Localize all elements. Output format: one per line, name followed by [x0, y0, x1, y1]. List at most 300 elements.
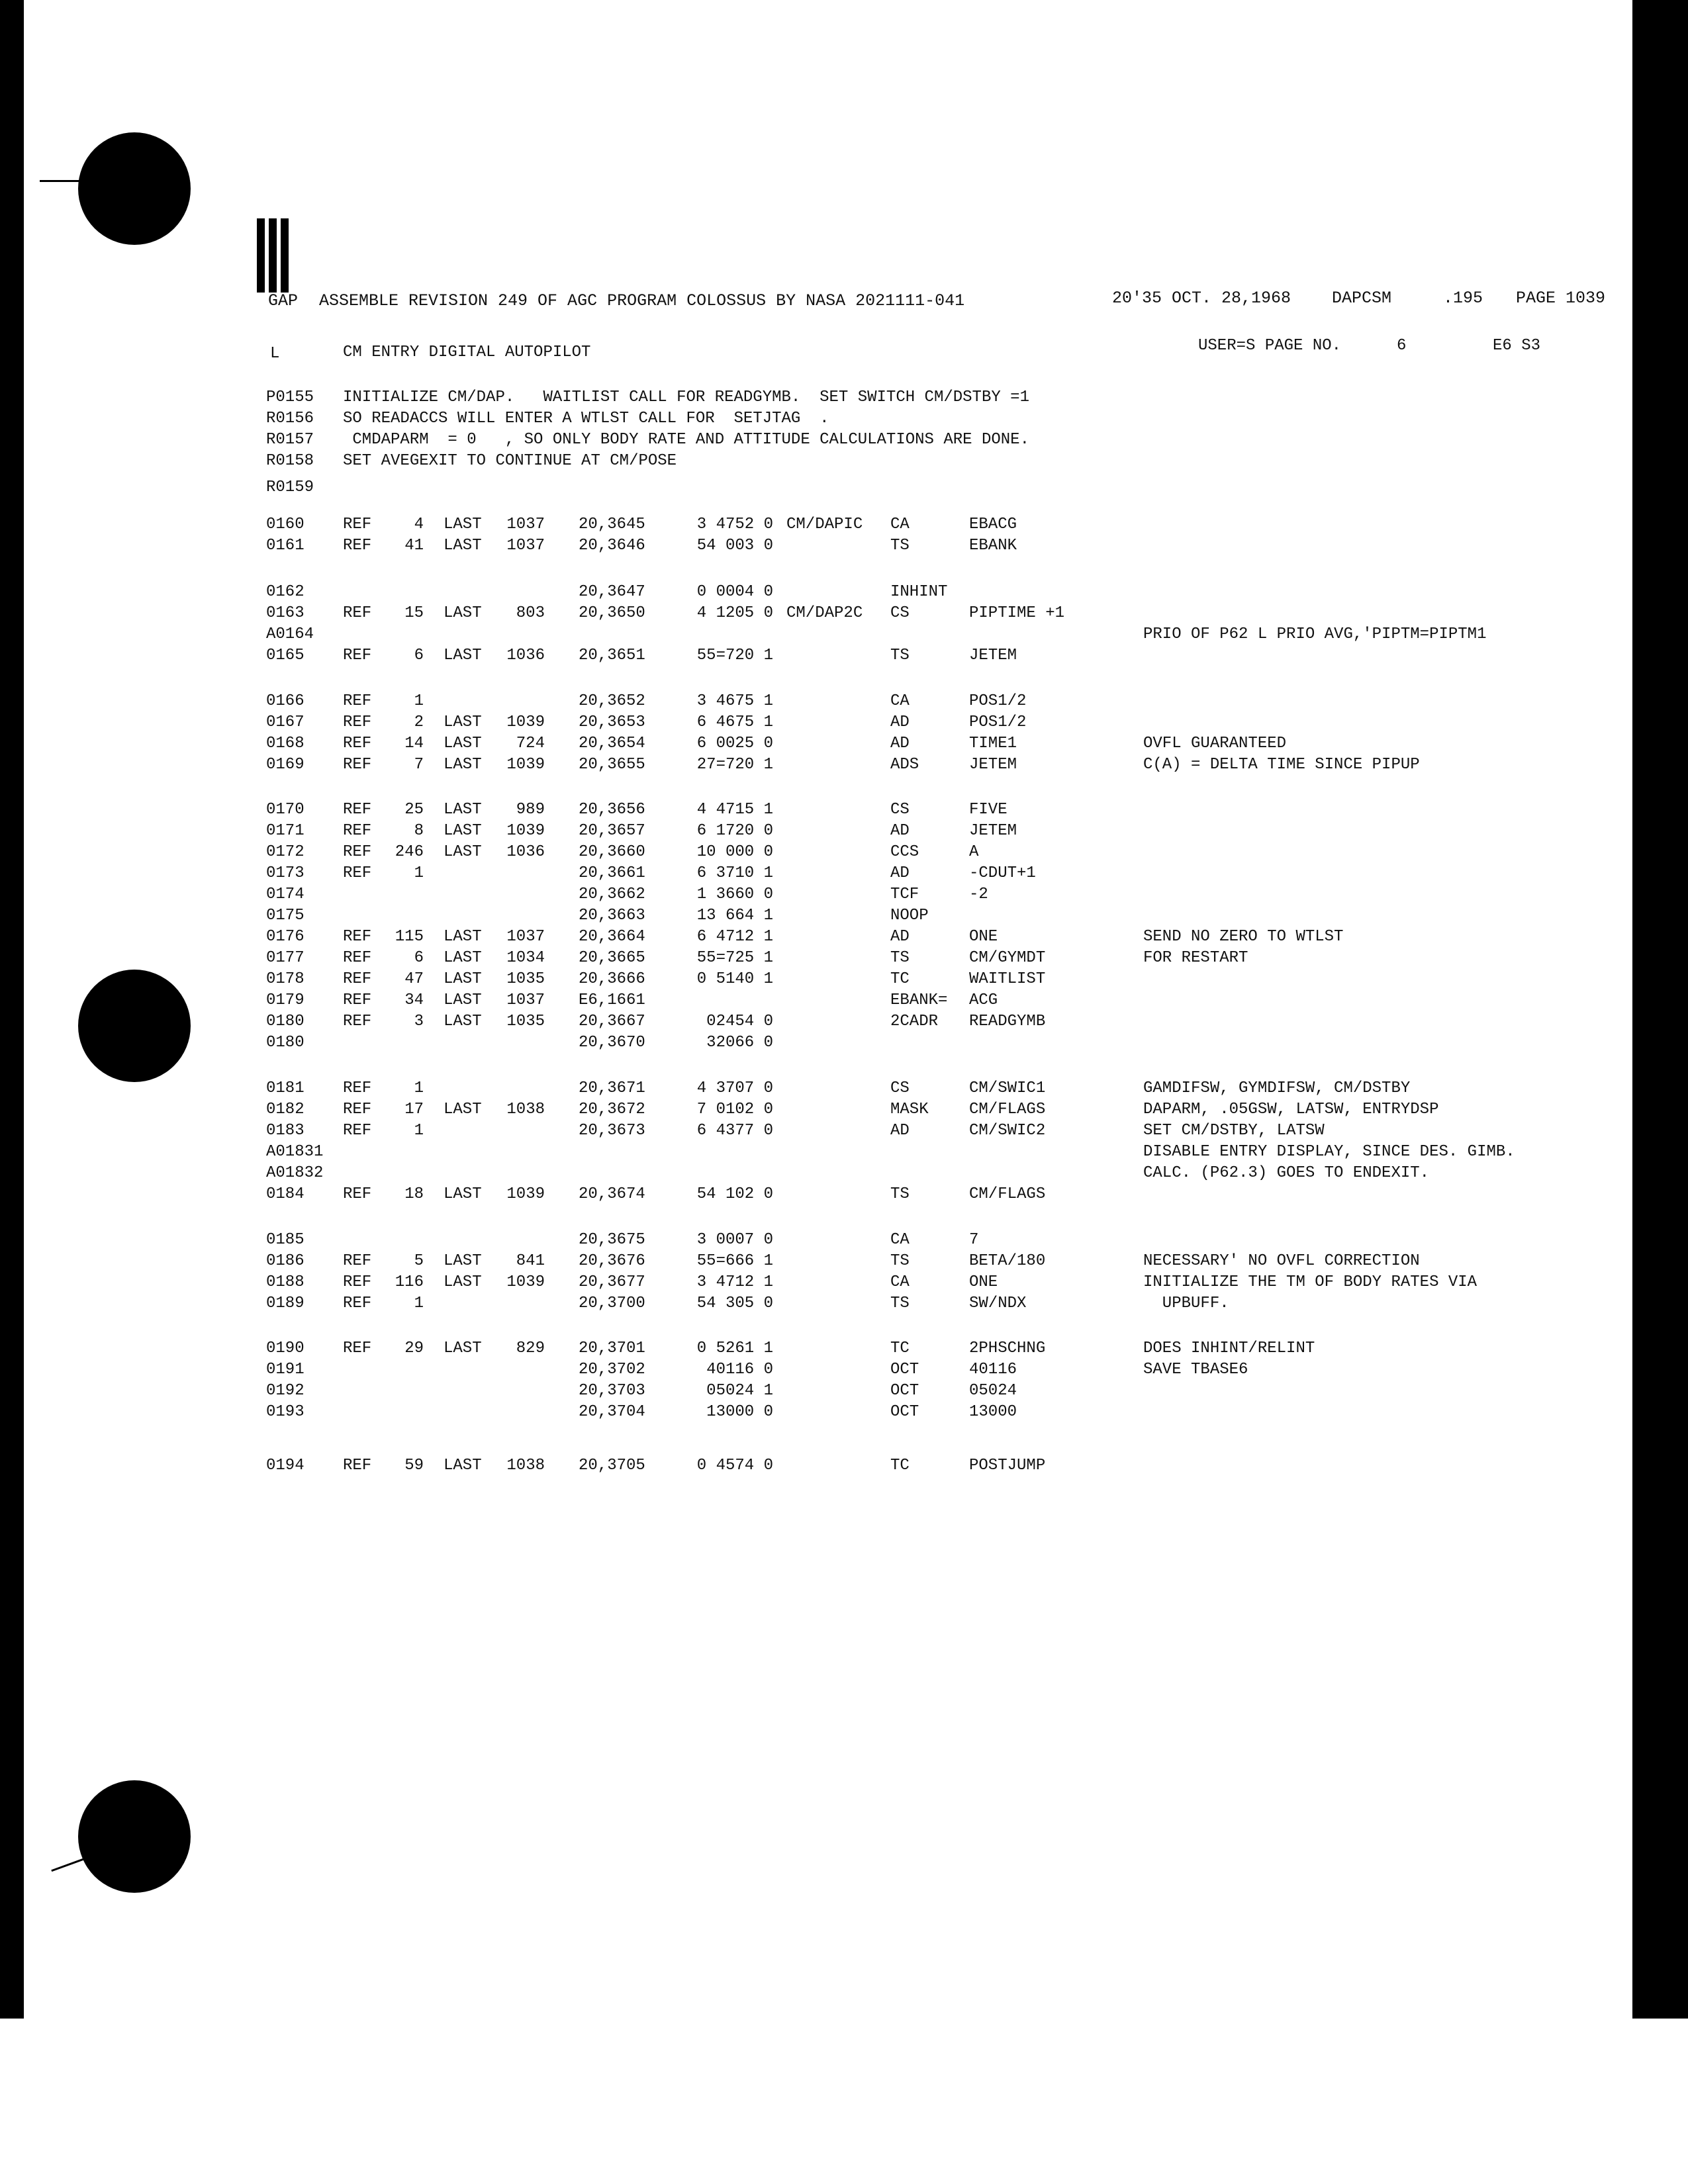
comment: SEND NO ZERO TO WTLST	[1143, 928, 1344, 946]
last-label: LAST	[444, 1013, 482, 1030]
listing-row	[0, 1163, 1688, 1183]
ref-label: REF	[343, 735, 372, 752]
ref-label: REF	[343, 1122, 372, 1140]
operand: PIPTIME +1	[969, 604, 1065, 622]
last-label: LAST	[444, 843, 482, 861]
last-label: LAST	[444, 822, 482, 840]
ref-label: REF	[343, 1340, 372, 1357]
line-number: 0171	[266, 822, 305, 840]
opcode: CS	[890, 604, 910, 622]
object-code: 0 5261 1	[696, 1340, 773, 1357]
line-number: 0168	[266, 735, 305, 752]
ref-count: 41	[404, 537, 424, 555]
comment: SET CM/DSTBY, LATSW	[1143, 1122, 1325, 1140]
symbol-label: CM/DAP2C	[786, 604, 863, 622]
listing-row	[0, 991, 1688, 1011]
address: 20,3676	[579, 1252, 645, 1270]
listing-row	[0, 713, 1688, 733]
opcode: CS	[890, 1079, 910, 1097]
last-page: 1035	[506, 970, 545, 988]
line-number: 0184	[266, 1185, 305, 1203]
address: 20,3646	[579, 537, 645, 555]
last-page: 1037	[506, 537, 545, 555]
object-code: 3 4675 1	[696, 692, 773, 710]
operand: POSTJUMP	[969, 1457, 1046, 1475]
address: 20,3666	[579, 970, 645, 988]
comment: OVFL GUARANTEED	[1143, 735, 1287, 752]
object-code: 13000 0	[706, 1403, 773, 1421]
line-number: 0176	[266, 928, 305, 946]
scan-mark	[51, 1856, 89, 1872]
line-number: 0189	[266, 1295, 305, 1312]
opcode: AD	[890, 864, 910, 882]
page-label: PAGE 1039	[1516, 289, 1606, 308]
ref-count: 47	[404, 970, 424, 988]
line-number: 0185	[266, 1231, 305, 1249]
last-page: 1038	[506, 1457, 545, 1475]
listing-row	[0, 1339, 1688, 1359]
comment: INITIALIZE THE TM OF BODY RATES VIA	[1143, 1273, 1477, 1291]
ref-label: REF	[343, 864, 372, 882]
operand: CM/GYMDT	[969, 949, 1046, 967]
comment: DISABLE ENTRY DISPLAY, SINCE DES. GIMB.	[1143, 1143, 1515, 1161]
address: 20,3663	[579, 907, 645, 925]
operand: JETEM	[969, 647, 1017, 664]
line-number: 0167	[266, 713, 305, 731]
object-code: 4 1205 0	[696, 604, 773, 622]
operand: ONE	[969, 928, 998, 946]
last-page: 1038	[506, 1101, 545, 1118]
last-page: 1039	[506, 1273, 545, 1291]
ref-count: 17	[404, 1101, 424, 1118]
operand: BETA/180	[969, 1252, 1046, 1270]
last-label: LAST	[444, 647, 482, 664]
line-number: R0156	[266, 410, 314, 428]
line-number: 0170	[266, 801, 305, 819]
opcode: TS	[890, 1252, 910, 1270]
listing-row	[0, 1142, 1688, 1162]
comment: PRIO OF P62 L PRIO AVG,'PIPTM=PIPTM1	[1143, 625, 1487, 643]
ref-count: 25	[404, 801, 424, 819]
line-number: 0178	[266, 970, 305, 988]
remark-text: SET AVEGEXIT TO CONTINUE AT CM/POSE	[343, 452, 677, 470]
address: 20,3662	[579, 886, 645, 903]
scan-mark	[40, 180, 86, 182]
listing-row	[0, 821, 1688, 841]
address: 20,3703	[579, 1382, 645, 1400]
listing-row	[0, 1456, 1688, 1476]
last-label: LAST	[444, 1340, 482, 1357]
listing-row	[0, 1402, 1688, 1422]
line-number: 0188	[266, 1273, 305, 1291]
ref-label: REF	[343, 1101, 372, 1118]
line-number: 0165	[266, 647, 305, 664]
address: 20,3657	[579, 822, 645, 840]
listing-row	[0, 948, 1688, 968]
operand: 2PHSCHNG	[969, 1340, 1046, 1357]
address: 20,3702	[579, 1361, 645, 1379]
operand: EBACG	[969, 516, 1017, 533]
object-code: 05024 1	[706, 1382, 773, 1400]
operand: -CDUT+1	[969, 864, 1036, 882]
last-page: 1037	[506, 516, 545, 533]
ref-label: REF	[343, 1185, 372, 1203]
last-label: LAST	[444, 604, 482, 622]
operand: EBANK	[969, 537, 1017, 555]
ref-label: REF	[343, 1295, 372, 1312]
address: 20,3701	[579, 1340, 645, 1357]
remark-line	[0, 478, 1688, 498]
object-code: 6 3710 1	[696, 864, 773, 882]
object-code: 1 3660 0	[696, 886, 773, 903]
operand: 05024	[969, 1382, 1017, 1400]
opcode: TS	[890, 647, 910, 664]
line-number: 0172	[266, 843, 305, 861]
last-label: LAST	[444, 537, 482, 555]
line-number: 0179	[266, 991, 305, 1009]
punch-hole-top	[78, 132, 191, 245]
ref-label: REF	[343, 604, 372, 622]
object-code: 40116 0	[706, 1361, 773, 1379]
ref-label: REF	[343, 756, 372, 774]
ref-label: REF	[343, 928, 372, 946]
line-number: A01831	[266, 1143, 324, 1161]
line-number: 0173	[266, 864, 305, 882]
last-page: 1039	[506, 756, 545, 774]
address: 20,3652	[579, 692, 645, 710]
last-page: 1039	[506, 822, 545, 840]
line-number: 0161	[266, 537, 305, 555]
object-code: 54 305 0	[696, 1295, 773, 1312]
last-label: LAST	[444, 928, 482, 946]
line-number: 0177	[266, 949, 305, 967]
user-page-number: 6	[1397, 337, 1407, 355]
opcode: OCT	[890, 1361, 919, 1379]
assemble-title: ASSEMBLE REVISION 249 OF AGC PROGRAM COLOSSUS BY NASA 2021111-041	[319, 291, 965, 310]
opcode: CCS	[890, 843, 919, 861]
operand: JETEM	[969, 822, 1017, 840]
address: 20,3655	[579, 756, 645, 774]
comment: C(A) = DELTA TIME SINCE PIPUP	[1143, 756, 1420, 774]
object-code: 27=720 1	[696, 756, 773, 774]
listing-row	[0, 1360, 1688, 1380]
module-name: DAPCSM	[1332, 289, 1392, 308]
listing-row	[0, 842, 1688, 862]
opcode: TS	[890, 1295, 910, 1312]
ref-count: 246	[395, 843, 424, 861]
opcode: CA	[890, 1231, 910, 1249]
remark-line	[0, 430, 1688, 450]
ref-label: REF	[343, 1252, 372, 1270]
object-code: 02454 0	[706, 1013, 773, 1030]
last-page: 803	[516, 604, 545, 622]
operand: WAITLIST	[969, 970, 1046, 988]
line-number: A01832	[266, 1164, 324, 1182]
object-code: 6 4675 1	[696, 713, 773, 731]
line-number: 0181	[266, 1079, 305, 1097]
listing-row	[0, 1100, 1688, 1120]
address: 20,3661	[579, 864, 645, 882]
object-code: 3 4712 1	[696, 1273, 773, 1291]
barcode-suffix: GAP	[268, 291, 299, 310]
line-number: 0191	[266, 1361, 305, 1379]
comment: DAPARM, .05GSW, LATSW, ENTRYDSP	[1143, 1101, 1439, 1118]
last-label: LAST	[444, 1185, 482, 1203]
listing-row	[0, 1079, 1688, 1099]
listing-row	[0, 1294, 1688, 1314]
comment: CALC. (P62.3) GOES TO ENDEXIT.	[1143, 1164, 1430, 1182]
ref-count: 1	[414, 1079, 424, 1097]
bank-code: E6 S3	[1493, 337, 1541, 355]
operand: POS1/2	[969, 713, 1027, 731]
opcode: AD	[890, 928, 910, 946]
opcode: OCT	[890, 1403, 919, 1421]
ref-label: REF	[343, 647, 372, 664]
ref-label: REF	[343, 949, 372, 967]
object-code: 6 4377 0	[696, 1122, 773, 1140]
address: 20,3654	[579, 735, 645, 752]
ref-count: 6	[414, 949, 424, 967]
last-page: 724	[516, 735, 545, 752]
ref-count: 4	[414, 516, 424, 533]
last-label: LAST	[444, 1101, 482, 1118]
operand: POS1/2	[969, 692, 1027, 710]
operand: TIME1	[969, 735, 1017, 752]
opcode: 2CADR	[890, 1013, 939, 1030]
ref-count: 7	[414, 756, 424, 774]
listing-row	[0, 1033, 1688, 1053]
last-page: 1035	[506, 1013, 545, 1030]
last-label: LAST	[444, 801, 482, 819]
opcode: NOOP	[890, 907, 929, 925]
operand: FIVE	[969, 801, 1008, 819]
ref-count: 2	[414, 713, 424, 731]
opcode: CA	[890, 516, 910, 533]
ref-label: REF	[343, 692, 372, 710]
opcode: CS	[890, 801, 910, 819]
line-number: 0174	[266, 886, 305, 903]
ref-count: 34	[404, 991, 424, 1009]
object-code: 54 003 0	[696, 537, 773, 555]
operand: READGYMB	[969, 1013, 1046, 1030]
line-number: 0163	[266, 604, 305, 622]
ref-count: 1	[414, 1295, 424, 1312]
object-code: 13 664 1	[696, 907, 773, 925]
assembly-timestamp: 20'35 OCT. 28,1968	[1112, 289, 1291, 308]
operand: ACG	[969, 991, 998, 1009]
object-code: 3 0007 0	[696, 1231, 773, 1249]
listing-row	[0, 970, 1688, 989]
listing-row	[0, 734, 1688, 754]
last-page: 1036	[506, 647, 545, 664]
ref-count: 115	[395, 928, 424, 946]
operand: JETEM	[969, 756, 1017, 774]
ref-count: 3	[414, 1013, 424, 1030]
punch-hole-bottom	[78, 1780, 191, 1893]
object-code: 32066 0	[706, 1034, 773, 1052]
listing-row	[0, 536, 1688, 556]
object-code: 55=720 1	[696, 647, 773, 664]
opcode: AD	[890, 1122, 910, 1140]
line-number: 0190	[266, 1340, 305, 1357]
listing-row	[0, 646, 1688, 666]
opcode: AD	[890, 713, 910, 731]
opcode: MASK	[890, 1101, 929, 1118]
listing-row	[0, 692, 1688, 711]
listing-row	[0, 864, 1688, 884]
listing-row	[0, 604, 1688, 623]
address: 20,3671	[579, 1079, 645, 1097]
ref-count: 14	[404, 735, 424, 752]
address: 20,3672	[579, 1101, 645, 1118]
remark-line	[0, 388, 1688, 408]
remark-line	[0, 451, 1688, 471]
line-number: 0183	[266, 1122, 305, 1140]
listing-row	[0, 927, 1688, 947]
remark-text: SO READACCS WILL ENTER A WTLST CALL FOR SETJTAG .	[343, 410, 829, 428]
line-number: R0157	[266, 431, 314, 449]
ref-count: 59	[404, 1457, 424, 1475]
address: 20,3673	[579, 1122, 645, 1140]
address: 20,3674	[579, 1185, 645, 1203]
address: 20,3651	[579, 647, 645, 664]
last-label: LAST	[444, 991, 482, 1009]
ref-label: REF	[343, 1457, 372, 1475]
line-number: 0180	[266, 1013, 305, 1030]
address: 20,3705	[579, 1457, 645, 1475]
address: 20,3667	[579, 1013, 645, 1030]
last-page: 1039	[506, 1185, 545, 1203]
ref-count: 5	[414, 1252, 424, 1270]
ref-count: 18	[404, 1185, 424, 1203]
opcode: TC	[890, 1340, 910, 1357]
ref-label: REF	[343, 801, 372, 819]
ref-count: 1	[414, 692, 424, 710]
address: 20,3650	[579, 604, 645, 622]
opcode: OCT	[890, 1382, 919, 1400]
address: 20,3665	[579, 949, 645, 967]
opcode: TS	[890, 1185, 910, 1203]
last-label: LAST	[444, 1273, 482, 1291]
listing-row	[0, 800, 1688, 820]
last-label: LAST	[444, 949, 482, 967]
listing-row	[0, 515, 1688, 535]
remark-text: INITIALIZE CM/DAP. WAITLIST CALL FOR READGYMB. SET SWITCH CM/DSTBY =1	[343, 388, 1029, 406]
last-page: 1039	[506, 713, 545, 731]
ref-count: 6	[414, 647, 424, 664]
address: E6,1661	[579, 991, 645, 1009]
operand: CM/SWIC1	[969, 1079, 1046, 1097]
opcode: CA	[890, 1273, 910, 1291]
ref-count: 8	[414, 822, 424, 840]
operand: SW/NDX	[969, 1295, 1027, 1312]
object-code: 4 4715 1	[696, 801, 773, 819]
operand: 7	[969, 1231, 979, 1249]
line-number: 0160	[266, 516, 305, 533]
object-code: 6 0025 0	[696, 735, 773, 752]
line-number: 0175	[266, 907, 305, 925]
remark-text: CMDAPARM = 0 , SO ONLY BODY RATE AND ATTITUDE CALCULATIONS ARE DONE.	[343, 431, 1029, 449]
ref-count: 116	[395, 1273, 424, 1291]
object-code: 10 000 0	[696, 843, 773, 861]
last-page: 841	[516, 1252, 545, 1270]
object-code: 7 0102 0	[696, 1101, 773, 1118]
operand: CM/SWIC2	[969, 1122, 1046, 1140]
operand: A	[969, 843, 979, 861]
ref-label: REF	[343, 1013, 372, 1030]
line-number: R0158	[266, 452, 314, 470]
comment: FOR RESTART	[1143, 949, 1248, 967]
line-number: 0166	[266, 692, 305, 710]
line-number: 0193	[266, 1403, 305, 1421]
last-label: LAST	[444, 735, 482, 752]
ref-label: REF	[343, 843, 372, 861]
address: 20,3664	[579, 928, 645, 946]
last-page: 1036	[506, 843, 545, 861]
opcode: AD	[890, 822, 910, 840]
type-code: L	[270, 345, 280, 363]
operand: CM/FLAGS	[969, 1185, 1046, 1203]
address: 20,3700	[579, 1295, 645, 1312]
ref-label: REF	[343, 1079, 372, 1097]
operand: 40116	[969, 1361, 1017, 1379]
opcode: TS	[890, 949, 910, 967]
line-number: 0192	[266, 1382, 305, 1400]
ref-label: REF	[343, 537, 372, 555]
object-code: 0 0004 0	[696, 583, 773, 601]
listing-row	[0, 1185, 1688, 1205]
last-label: LAST	[444, 516, 482, 533]
last-page: 829	[516, 1340, 545, 1357]
object-code: 55=725 1	[696, 949, 773, 967]
ref-count: 1	[414, 1122, 424, 1140]
operand: ONE	[969, 1273, 998, 1291]
address: 20,3704	[579, 1403, 645, 1421]
address: 20,3660	[579, 843, 645, 861]
last-page: 1034	[506, 949, 545, 967]
opcode: TC	[890, 970, 910, 988]
last-page: 1037	[506, 991, 545, 1009]
line-number: 0182	[266, 1101, 305, 1118]
listing-row	[0, 906, 1688, 926]
listing-row	[0, 755, 1688, 775]
opcode: TCF	[890, 886, 919, 903]
listing-row	[0, 625, 1688, 645]
listing-row	[0, 885, 1688, 905]
section-title: CM ENTRY DIGITAL AUTOPILOT	[343, 343, 591, 361]
opcode: EBANK=	[890, 991, 948, 1009]
address: 20,3677	[579, 1273, 645, 1291]
opcode: TC	[890, 1457, 910, 1475]
listing-row	[0, 1121, 1688, 1141]
last-label: LAST	[444, 1457, 482, 1475]
page-barcode	[257, 218, 297, 293]
line-number: 0194	[266, 1457, 305, 1475]
object-code: 4 3707 0	[696, 1079, 773, 1097]
listing-row	[0, 1230, 1688, 1250]
comment: DOES INHINT/RELINT	[1143, 1340, 1315, 1357]
line-number: 0169	[266, 756, 305, 774]
line-number: 0186	[266, 1252, 305, 1270]
ref-count: 15	[404, 604, 424, 622]
line-number: P0155	[266, 388, 314, 406]
comment: SAVE TBASE6	[1143, 1361, 1248, 1379]
opcode: CA	[890, 692, 910, 710]
line-number: 0180	[266, 1034, 305, 1052]
operand: 13000	[969, 1403, 1017, 1421]
line-number: 0162	[266, 583, 305, 601]
module-version: .195	[1443, 289, 1483, 308]
